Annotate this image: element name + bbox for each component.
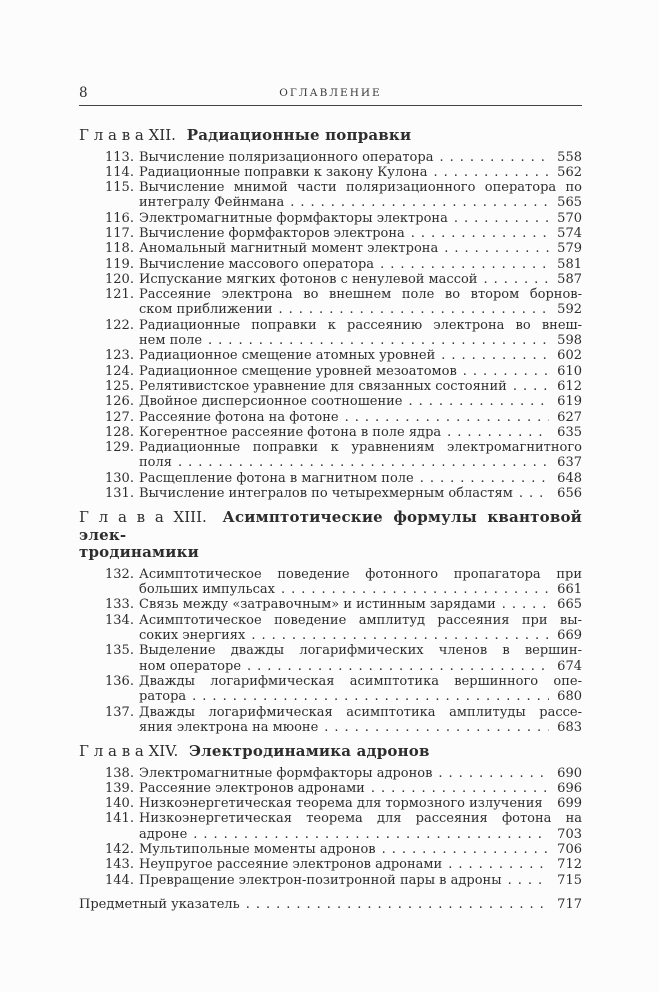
toc-entry xyxy=(79,241,582,256)
dot-leader xyxy=(433,165,549,180)
toc-entry xyxy=(79,425,582,440)
entry-title: Неупругое рассеяние электронов адронами xyxy=(139,857,443,873)
toc-entry xyxy=(79,272,582,287)
entry-title: Испускание мягких фотонов с ненулевой массой xyxy=(139,271,478,287)
index-entry xyxy=(79,897,582,912)
entry-page: 683 xyxy=(557,719,582,735)
chapter-title-continuation xyxy=(79,544,582,562)
entry-title: Электромагнитные формфакторы адронов xyxy=(139,765,433,781)
chapter-label: Г л а в а XII. xyxy=(79,126,176,144)
chapter-section xyxy=(79,743,582,888)
entry-last-line xyxy=(139,410,582,425)
entry-title: Связь между «затравочным» и истинным зарядами xyxy=(139,597,496,613)
entry-body xyxy=(139,379,582,394)
entry-title: больших импульсах xyxy=(139,582,275,598)
dot-leader xyxy=(513,379,549,394)
entry-last-line xyxy=(139,486,582,501)
entry-last-line xyxy=(139,195,582,210)
entry-body xyxy=(139,674,582,705)
entry-number: 129. xyxy=(105,440,134,456)
entry-last-line xyxy=(139,857,582,872)
toc-entry xyxy=(79,150,582,165)
entry-number: 119. xyxy=(105,256,134,272)
entry-title: ском приближении xyxy=(139,302,273,318)
toc-entry xyxy=(79,180,582,211)
entry-number: 142. xyxy=(105,842,134,858)
entry-last-line xyxy=(139,394,582,409)
entry-title: Рассеяние фотона на фотоне xyxy=(139,409,339,425)
entry-number: 144. xyxy=(105,872,134,888)
dot-leader xyxy=(247,659,549,674)
entry-last-line xyxy=(139,471,582,486)
entry-number: 132. xyxy=(105,566,134,582)
toc-content xyxy=(79,127,582,912)
entry-title: Вычисление массового оператора xyxy=(139,256,375,272)
entry-last-line xyxy=(139,364,582,379)
dot-leader xyxy=(345,410,549,425)
entry-last-line xyxy=(139,873,582,888)
entry-title-line: Асимптотическое поведение амплитуд рассеяния при вы- xyxy=(139,612,582,628)
toc-entry xyxy=(79,165,582,180)
entry-page: 610 xyxy=(557,363,582,379)
entry-title: соких энергиях xyxy=(139,628,246,644)
dot-leader xyxy=(246,897,549,912)
chapter-heading xyxy=(79,127,582,145)
entry-body xyxy=(139,410,582,425)
entry-title: яния электрона на мюоне xyxy=(139,719,319,735)
entry-title-line: Асимптотическое поведение фотонного пропагатора при xyxy=(139,566,582,582)
toc-entry xyxy=(79,857,582,872)
toc-entry xyxy=(79,613,582,644)
entry-page: 699 xyxy=(557,796,582,812)
entry-last-line xyxy=(139,689,582,704)
dot-leader xyxy=(441,348,549,363)
entry-number: 116. xyxy=(105,210,134,226)
entry-page: 574 xyxy=(557,225,582,241)
entry-number: 128. xyxy=(105,424,134,440)
entry-title: Когерентное рассеяние фотона в поле ядра xyxy=(139,424,442,440)
entry-body xyxy=(139,567,582,598)
toc-entry xyxy=(79,486,582,501)
entry-body xyxy=(139,364,582,379)
entry-title: Низкоэнергетическая теорема для тормозного излучения xyxy=(139,796,543,812)
entry-number: 126. xyxy=(105,394,134,410)
toc-entry xyxy=(79,379,582,394)
entry-title-line: Радиационные поправки к рассеянию электрона во внеш- xyxy=(139,317,582,333)
toc-entry xyxy=(79,440,582,471)
entry-title-line: Вычисление мнимой части поляризационного оператора по xyxy=(139,180,582,196)
page-number: 8 xyxy=(79,85,88,101)
toc-entry xyxy=(79,705,582,736)
entry-last-line xyxy=(139,150,582,165)
entry-body xyxy=(139,811,582,842)
entry-page: 562 xyxy=(557,164,582,180)
entry-body xyxy=(139,211,582,226)
toc-entry xyxy=(79,394,582,409)
entry-body xyxy=(139,873,582,888)
toc-entry xyxy=(79,567,582,598)
dot-leader xyxy=(251,628,549,643)
entry-page: 637 xyxy=(557,455,582,471)
dot-leader xyxy=(409,394,550,409)
entry-title-line: Дважды логарифмическая асимптотика амплитуды рассе- xyxy=(139,704,582,720)
entry-number: 134. xyxy=(105,612,134,628)
entry-page: 656 xyxy=(557,486,582,502)
entry-last-line xyxy=(139,659,582,674)
entry-last-line xyxy=(139,842,582,857)
entry-body xyxy=(139,226,582,241)
entry-body xyxy=(139,425,582,440)
entry-last-line xyxy=(139,425,582,440)
entry-last-line xyxy=(139,827,582,842)
entry-body xyxy=(139,471,582,486)
toc-entry xyxy=(79,211,582,226)
entry-page: 587 xyxy=(557,271,582,287)
entry-title-line: Радиационные поправки к уравнениям электромагнитного xyxy=(139,440,582,456)
entry-body xyxy=(139,613,582,644)
entry-number: 140. xyxy=(105,796,134,812)
entry-page: 570 xyxy=(557,210,582,226)
entry-last-line xyxy=(139,766,582,781)
entry-body xyxy=(139,165,582,180)
toc-entry xyxy=(79,410,582,425)
entry-number: 130. xyxy=(105,470,134,486)
entry-body xyxy=(139,796,582,811)
chapter-heading-line xyxy=(79,509,582,544)
page-header xyxy=(79,86,582,101)
entry-body xyxy=(139,597,582,612)
entry-page: 602 xyxy=(557,348,582,364)
toc-entry xyxy=(79,364,582,379)
entry-title: Аномальный магнитный момент электрона xyxy=(139,241,439,257)
toc-entry xyxy=(79,226,582,241)
entry-title-line: Низкоэнергетическая теорема для рассеяния фотона на xyxy=(139,811,582,827)
entry-body xyxy=(139,241,582,256)
entry-page: 690 xyxy=(557,765,582,781)
running-title: ОГЛАВЛЕНИЕ xyxy=(279,87,382,99)
chapter-label: Г л а в а XIV. xyxy=(79,742,179,761)
dot-leader xyxy=(371,781,549,796)
chapter-heading xyxy=(79,743,582,761)
entry-title: нем поле xyxy=(139,333,203,349)
entry-body xyxy=(139,180,582,211)
toc-entry xyxy=(79,796,582,811)
entry-number: 133. xyxy=(105,597,134,613)
entry-title: Электромагнитные формфакторы электрона xyxy=(139,210,448,226)
entry-body xyxy=(139,486,582,501)
entry-title-line: Дважды логарифмическая асимптотика вершинного опе- xyxy=(139,673,582,689)
dot-leader xyxy=(281,582,549,597)
dot-leader xyxy=(380,257,549,272)
entry-last-line xyxy=(139,628,582,643)
entry-title: Двойное дисперсионное соотношение xyxy=(139,394,403,410)
entry-number: 114. xyxy=(105,164,134,180)
dot-leader xyxy=(324,720,549,735)
entry-page: 592 xyxy=(557,302,582,318)
entry-page: 619 xyxy=(557,394,582,410)
entry-page: 680 xyxy=(557,689,582,705)
dot-leader xyxy=(438,766,549,781)
entry-title: интегралу Фейнмана xyxy=(139,195,285,211)
entry-body xyxy=(79,897,582,912)
dot-leader xyxy=(447,425,549,440)
entry-number: 118. xyxy=(105,241,134,257)
entry-page: 661 xyxy=(557,582,582,598)
entry-number: 123. xyxy=(105,348,134,364)
entry-title: Превращение электрон-позитронной пары в адроны xyxy=(139,872,502,888)
toc-entry xyxy=(79,471,582,486)
dot-leader xyxy=(192,689,549,704)
entry-title: Рассеяние электронов адронами xyxy=(139,780,365,796)
entry-last-line xyxy=(139,348,582,363)
entry-page: 665 xyxy=(557,597,582,613)
entry-number: 137. xyxy=(105,704,134,720)
dot-leader xyxy=(508,873,549,888)
entry-last-line xyxy=(139,597,582,612)
entry-page: 598 xyxy=(557,333,582,349)
entry-number: 115. xyxy=(105,180,134,196)
dot-leader xyxy=(420,471,549,486)
dot-leader xyxy=(208,333,549,348)
entry-page: 712 xyxy=(557,857,582,873)
entry-body xyxy=(139,643,582,674)
toc-entry xyxy=(79,348,582,363)
entry-title: Вычисление поляризационного оператора xyxy=(139,149,434,165)
entry-last-line xyxy=(139,302,582,317)
entry-title: поля xyxy=(139,455,172,471)
entry-page: 581 xyxy=(557,256,582,272)
entry-title: Радиационное смещение атомных уровней xyxy=(139,348,436,364)
entry-title: ратора xyxy=(139,689,187,705)
dot-leader xyxy=(411,226,549,241)
entry-body xyxy=(139,394,582,409)
entry-last-line xyxy=(139,272,582,287)
chapter-heading xyxy=(79,509,582,562)
entry-title: Радиационные поправки к закону Кулона xyxy=(139,164,428,180)
entry-title: ном операторе xyxy=(139,658,242,674)
entry-number: 139. xyxy=(105,780,134,796)
entry-number: 141. xyxy=(105,811,134,827)
dot-leader xyxy=(444,241,549,256)
entry-page: 706 xyxy=(557,842,582,858)
entry-page: 579 xyxy=(557,241,582,257)
toc-entry xyxy=(79,318,582,349)
chapter-section xyxy=(79,509,582,735)
entry-body xyxy=(139,857,582,872)
dot-leader xyxy=(193,827,549,842)
entry-last-line xyxy=(139,582,582,597)
entry-body xyxy=(139,348,582,363)
entry-page: 696 xyxy=(557,780,582,796)
chapter-label: Г л а в а XIII. xyxy=(79,508,207,527)
entry-body xyxy=(139,287,582,318)
toc-entry xyxy=(79,842,582,857)
entry-number: 143. xyxy=(105,857,134,873)
entry-last-line xyxy=(139,226,582,241)
entry-last-line xyxy=(139,333,582,348)
entry-body xyxy=(139,842,582,857)
entry-page: 674 xyxy=(557,658,582,674)
entry-number: 125. xyxy=(105,378,134,394)
entry-body xyxy=(139,705,582,736)
chapter-section xyxy=(79,127,582,501)
entry-body xyxy=(139,272,582,287)
entry-title: Релятивистское уравнение для связанных состояний xyxy=(139,378,507,394)
dot-leader xyxy=(463,364,549,379)
toc-entry xyxy=(79,781,582,796)
entry-title-line: Рассеяние электрона во внешнем поле во втором борнов- xyxy=(139,287,582,303)
entry-last-line xyxy=(139,257,582,272)
entry-last-line xyxy=(139,165,582,180)
entry-body xyxy=(139,766,582,781)
entry-title: Мультипольные моменты адронов xyxy=(139,842,376,858)
entry-number: 138. xyxy=(105,765,134,781)
entry-number: 136. xyxy=(105,673,134,689)
entry-number: 124. xyxy=(105,363,134,379)
entry-page: 635 xyxy=(557,424,582,440)
entry-title: Предметный указатель xyxy=(79,896,240,912)
toc-entry xyxy=(79,597,582,612)
dot-leader xyxy=(454,211,549,226)
entry-title-line: Выделение дважды логарифмических членов в вершин- xyxy=(139,643,582,659)
header-rule xyxy=(79,105,582,106)
entry-last-line xyxy=(139,720,582,735)
dot-leader xyxy=(178,455,549,470)
toc-entry xyxy=(79,257,582,272)
entry-number: 121. xyxy=(105,287,134,303)
chapter-title: Электродинамика адронов xyxy=(189,742,430,761)
chapter-title: Радиационные поправки xyxy=(186,126,412,144)
entry-page: 648 xyxy=(557,470,582,486)
entry-page: 558 xyxy=(557,149,582,165)
entry-body xyxy=(139,781,582,796)
entry-number: 135. xyxy=(105,643,134,659)
toc-entry xyxy=(79,766,582,781)
entry-number: 131. xyxy=(105,486,134,502)
toc-entry xyxy=(79,643,582,674)
dot-leader xyxy=(382,842,549,857)
entry-page: 669 xyxy=(557,628,582,644)
entry-number: 120. xyxy=(105,271,134,287)
dot-leader xyxy=(483,272,549,287)
dot-leader xyxy=(448,857,549,872)
entry-page: 612 xyxy=(557,378,582,394)
entry-title: Вычисление формфакторов электрона xyxy=(139,225,405,241)
entry-number: 113. xyxy=(105,149,134,165)
entry-last-line xyxy=(139,455,582,470)
toc-entry xyxy=(79,674,582,705)
entry-page: 565 xyxy=(557,195,582,211)
entry-title: адроне xyxy=(139,826,188,842)
toc-entry xyxy=(79,873,582,888)
dot-leader xyxy=(502,597,549,612)
entry-body xyxy=(139,150,582,165)
chapter-heading-line xyxy=(79,743,582,761)
entry-page: 627 xyxy=(557,409,582,425)
entry-number: 122. xyxy=(105,317,134,333)
dot-leader xyxy=(279,302,549,317)
entry-number: 117. xyxy=(105,225,134,241)
entry-title: Вычисление интегралов по четырехмерным областям xyxy=(139,486,513,502)
chapter-heading-line xyxy=(79,127,582,145)
entry-last-line xyxy=(79,897,582,912)
entry-body xyxy=(139,257,582,272)
dot-leader xyxy=(439,150,549,165)
entry-body xyxy=(139,318,582,349)
entry-last-line xyxy=(139,241,582,256)
entry-last-line xyxy=(139,379,582,394)
entry-body xyxy=(139,440,582,471)
toc-entry xyxy=(79,811,582,842)
entry-number: 127. xyxy=(105,409,134,425)
entry-last-line xyxy=(139,796,582,811)
dot-leader xyxy=(290,195,549,210)
chapter-title-continued: тродинамики xyxy=(79,543,199,562)
entry-page: 703 xyxy=(557,826,582,842)
entry-last-line xyxy=(139,211,582,226)
entry-title: Радиационное смещение уровней мезоатомов xyxy=(139,363,457,379)
toc-entry xyxy=(79,287,582,318)
dot-leader xyxy=(519,486,549,501)
entry-page: 717 xyxy=(557,896,582,912)
entry-last-line xyxy=(139,781,582,796)
chapter-title: Асимптотические формулы квантовой элек- xyxy=(79,508,582,544)
entry-page: 715 xyxy=(557,872,582,888)
entry-title: Расщепление фотона в магнитном поле xyxy=(139,470,414,486)
